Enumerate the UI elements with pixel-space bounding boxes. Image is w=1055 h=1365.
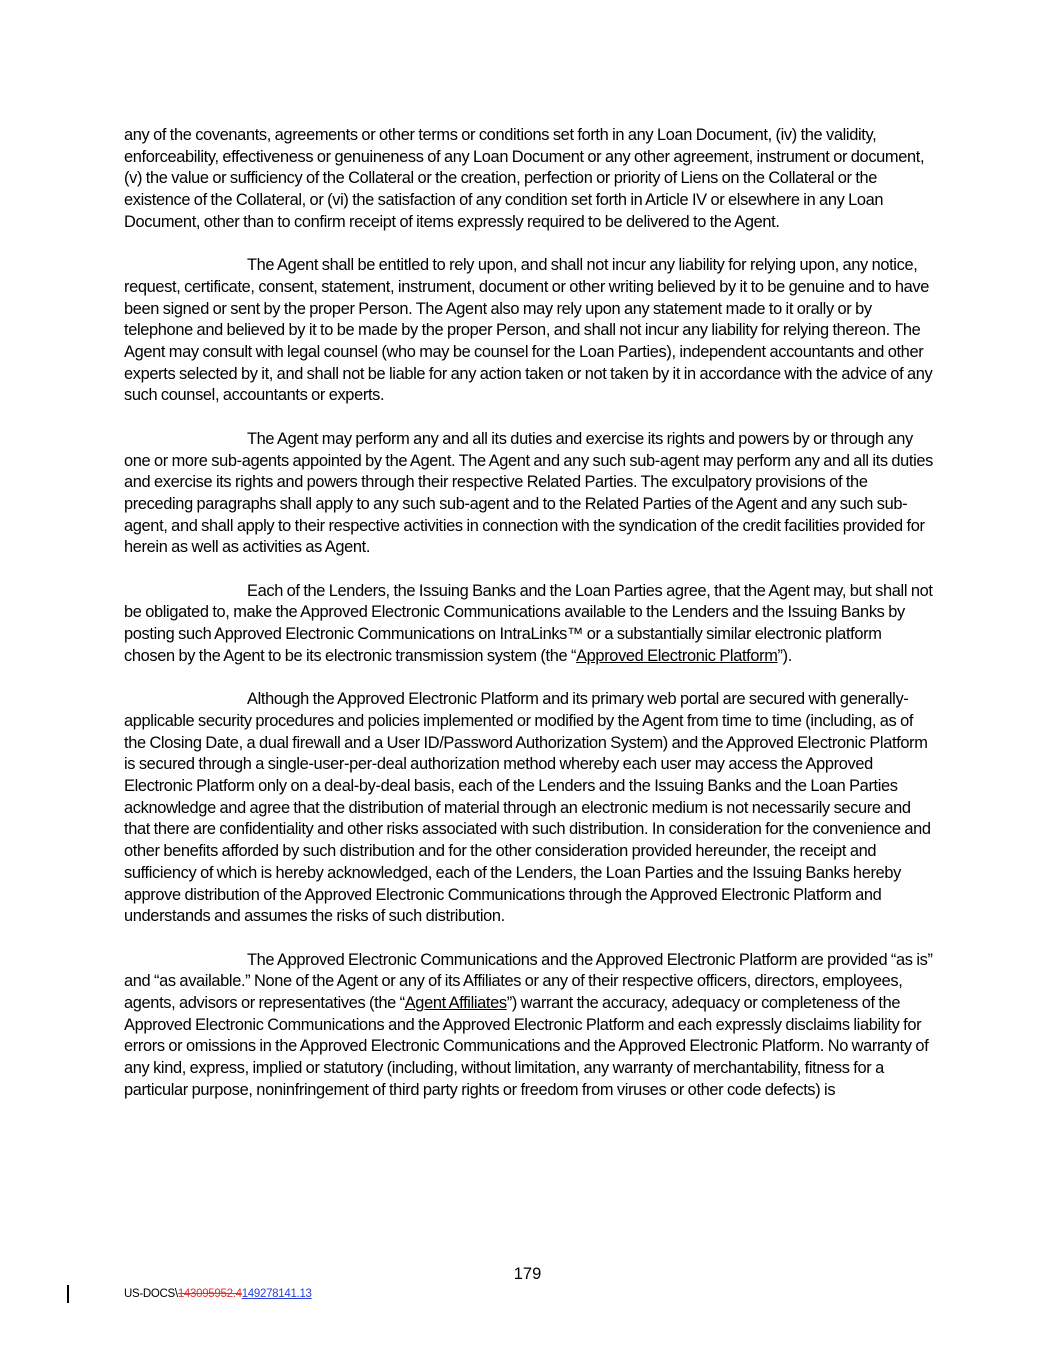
- paragraph-sub-agents: The Agent may perform any and all its duties and exercise its rights and powers by or through any one or more sub-agents appointed by the Agent. The Agent and any such sub-agent may perform any and all its duties and exercise its rights and powers through their respective Related Parties. The exculpatory provisions of the preceding paragraphs shall apply to any such sub-agent and to the Related Parties of the Agent and any such sub-agent, and shall apply to their respective activities in connection with the syndication of the credit facilities provided for herein as well as activities as Agent.: [124, 429, 934, 557]
- footer-deleted-number: 143095952.4: [177, 1288, 242, 1300]
- paragraph-security: Although the Approved Electronic Platform and its primary web portal are secured with generally-applicable security procedures and policies implemented or modified by the Agent from time to time (including, as of the Closing Date, a dual firewall and a User ID/Password Authorization System) and the Approved Electronic Platform is secured through a single-user-per-deal authorization method whereby each user may access the Approved Electronic Platform only on a deal-by-deal basis, each of the Lenders and the Issuing Banks and the Loan Parties acknowledge and agree that the distribution of material through an electronic medium is not necessarily secure and that there are confidentiality and other risks associated with such distribution. In consideration for the convenience and other benefits afforded by such distribution and for the other consideration provided hereunder, the receipt and sufficiency of which is hereby acknowledged, each of the Lenders, the Loan Parties and the Issuing Banks hereby approve distribution of the Approved Electronic Communications through the Approved Electronic Platform and understands and assumes the risks of such distribution.: [124, 690, 931, 926]
- paragraph-as-is: [124, 950, 934, 1102]
- defined-term-approved-electronic-platform: Approved Electronic Platform: [576, 646, 778, 665]
- page-number: 179: [513, 1265, 542, 1283]
- paragraph-electronic-platform: [124, 581, 934, 668]
- paragraph-text: ”).: [777, 646, 792, 665]
- paragraph-reliance: The Agent shall be entitled to rely upon, and shall not incur any liability for relying upon, any notice, request, certificate, consent, statement, instrument, document or other writing believed by it to be genuine and to have been signed or sent by the proper Person. The Agent also may rely upon any statement made to it orally or by telephone and believed by it to be made by the proper Person, and shall not incur any liability for relying thereon. The Agent may consult with legal counsel (who may be counsel for the Loan Parties), independent accountants and other experts selected by it, and shall not be liable for any action taken or not taken by it in accordance with the advice of any such counsel, accountants or experts.: [124, 256, 933, 405]
- footer-document-id: [124, 1286, 312, 1302]
- paragraph-continuation: any of the covenants, agreements or other terms or conditions set forth in any Loan Document, (iv) the validity, enforceability, effectiveness or genuineness of any Loan Document or any other agreement, instrument or document, (v) the value or sufficiency of the Collateral or the creation, perfection or priority of Liens on the Collateral or the existence of the Collateral, or (vi) the satisfaction of any condition set forth in Article IV or elsewhere in any Loan Document, other than to confirm receipt of items expressly required to be delivered to the Agent.: [124, 126, 925, 231]
- footer-inserted-number: 149278141.13: [241, 1288, 312, 1300]
- body-text: [124, 125, 934, 1123]
- paragraph-text: The Approved Electronic Communications and the Approved Electronic Platform are provided “as is” and “as available.” None of the Agent or any of its Affiliates or any of their respective officers, directors, employees, agents, advisors or representatives (the “: [124, 950, 933, 1013]
- paragraph-text: Each of the Lenders, the Issuing Banks and the Loan Parties agree, that the Agent may, but shall not be obligated to, make the Approved Electronic Communications available to the Lenders and the Issuing Banks by posting such Approved Electronic Communications on IntraLinks™ or a substantially similar electronic platform chosen by the Agent to be its electronic transmission system (the “: [124, 581, 933, 665]
- defined-term-agent-affiliates: Agent Affiliates: [404, 994, 507, 1013]
- footer-prefix: US-DOCS\: [124, 1288, 178, 1300]
- change-bar: [67, 1285, 69, 1303]
- paragraph-text: ”) warrant the accuracy, adequacy or completeness of the Approved Electronic Communications and the Approved Electronic Platform and each expressly disclaims liability for errors or omissions in the Approved Electronic Communications and the Approved Electronic Platform. No warranty of any kind, express, implied or statutory (including, without limitation, any warranty of merchantability, fitness for a particular purpose, noninfringement of third party rights or freedom from viruses or other code defects) is: [124, 994, 929, 1099]
